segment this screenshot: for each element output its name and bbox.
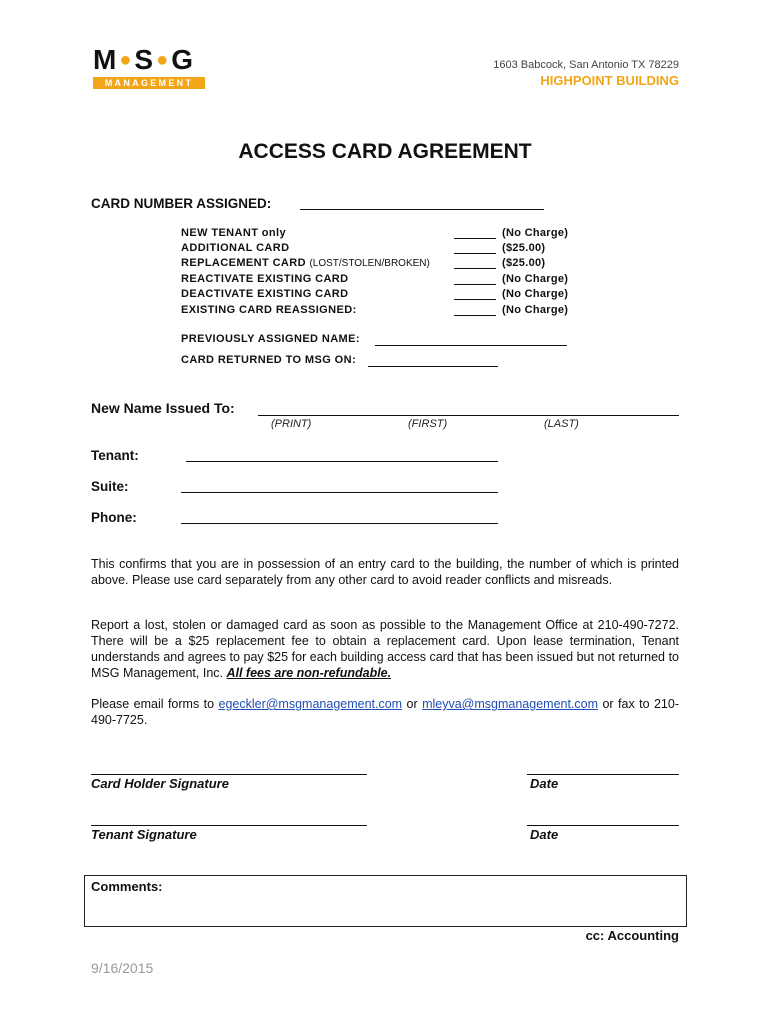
hint-last: (LAST) (544, 418, 579, 430)
suite-field[interactable] (181, 492, 498, 493)
building-address: 1603 Babcock, San Antonio TX 78229 (493, 59, 679, 71)
phone-label: Phone: (91, 510, 137, 525)
non-refundable-notice: All fees are non-refundable. (226, 666, 392, 680)
comments-label: Comments: (91, 879, 163, 894)
tenant-date-line[interactable] (527, 825, 679, 826)
new-name-label: New Name Issued To: (91, 400, 235, 416)
tenant-date-label: Date (530, 827, 559, 842)
footer-date: 9/16/2015 (91, 960, 154, 976)
cc-accounting: cc: Accounting (585, 928, 679, 943)
possession-paragraph: This confirms that you are in possession of an entry card to the building, the number of which is printed above. Please use card separately from any other card to avoid reader conflicts and misreads. (91, 557, 679, 587)
card-holder-date-line[interactable] (527, 774, 679, 775)
card-number-label: CARD NUMBER ASSIGNED: (91, 196, 272, 211)
option-reactivate: REACTIVATE EXISTING CARD (181, 273, 349, 285)
card-holder-signature-label: Card Holder Signature (91, 776, 229, 791)
phone-field[interactable] (181, 523, 498, 524)
option-price: ($25.00) (502, 257, 546, 269)
option-price: (No Charge) (502, 304, 569, 316)
option-additional-card: ADDITIONAL CARD (181, 242, 290, 254)
new-name-field[interactable] (258, 415, 679, 416)
previously-assigned-field[interactable] (375, 345, 567, 346)
msg-logo: M●S●G (93, 44, 195, 75)
option-replacement-card: REPLACEMENT CARD (LOST/STOLEN/BROKEN) (181, 257, 430, 269)
option-new-tenant: NEW TENANT only (181, 227, 286, 239)
suite-label: Suite: (91, 479, 129, 494)
option-checkbox-line[interactable] (454, 238, 496, 239)
email-link-egeckler[interactable]: egeckler@msgmanagement.com (218, 697, 403, 711)
lost-card-paragraph: Report a lost, stolen or damaged card as soon as possible to the Management Office at 210-490-7272. There will be a $25 replacement fee to obtain a replacement card. Upon lease termination, Tenant understands and agrees to pay $25 for each building access card that has been issued but not returned to MSG Management, Inc. All fees are non-refundable. (91, 618, 679, 680)
card-holder-signature-line[interactable] (91, 774, 367, 775)
tenant-field[interactable] (186, 461, 498, 462)
card-returned-field[interactable] (368, 366, 498, 367)
card-holder-date-label: Date (530, 776, 559, 791)
option-checkbox-line[interactable] (454, 253, 496, 254)
hint-first: (FIRST) (408, 418, 448, 430)
building-name: HIGHPOINT BUILDING (540, 73, 679, 88)
tenant-label: Tenant: (91, 448, 139, 463)
card-number-field[interactable] (300, 209, 544, 210)
comments-box[interactable] (84, 875, 687, 927)
previously-assigned-label: PREVIOUSLY ASSIGNED NAME: (181, 333, 360, 345)
page-title: ACCESS CARD AGREEMENT (238, 140, 532, 163)
tenant-signature-label: Tenant Signature (91, 827, 197, 842)
email-paragraph: Please email forms to egeckler@msgmanagement.com or mleyva@msgmanagement.com or fax to 210-490-7725. (91, 697, 680, 727)
hint-print: (PRINT) (271, 418, 312, 430)
option-checkbox-line[interactable] (454, 284, 496, 285)
option-checkbox-line[interactable] (454, 315, 496, 316)
card-returned-label: CARD RETURNED TO MSG ON: (181, 354, 357, 366)
option-checkbox-line[interactable] (454, 299, 496, 300)
option-checkbox-line[interactable] (454, 268, 496, 269)
email-link-mleyva[interactable]: mleyva@msgmanagement.com (422, 697, 599, 711)
option-deactivate: DEACTIVATE EXISTING CARD (181, 288, 349, 300)
tenant-signature-line[interactable] (91, 825, 367, 826)
logo-subtitle: MANAGEMENT (93, 77, 205, 89)
option-reassigned: EXISTING CARD REASSIGNED: (181, 304, 357, 316)
option-price: (No Charge) (502, 288, 569, 300)
option-price: (No Charge) (502, 273, 569, 285)
option-price: ($25.00) (502, 242, 546, 254)
option-price: (No Charge) (502, 227, 569, 239)
